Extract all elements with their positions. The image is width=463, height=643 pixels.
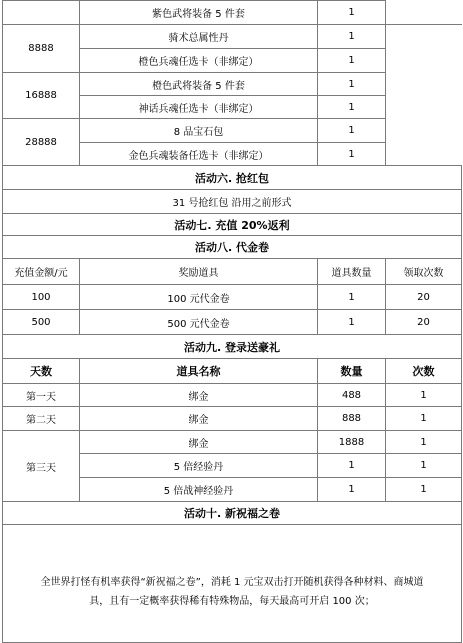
qty-cell: 488 (318, 384, 386, 407)
empty-cell (386, 1, 462, 25)
day-cell: 第二天 (3, 407, 80, 431)
activity8-title: 活动八. 代金卷 (3, 236, 462, 259)
item-cell: 骑术总属性丹 (80, 25, 318, 49)
column-header: 天数 (3, 359, 80, 384)
times-cell: 1 (386, 431, 462, 454)
qty-cell: 1 (318, 96, 386, 119)
item-cell: 绑金 (80, 431, 318, 454)
times-cell: 20 (386, 285, 462, 310)
qty-cell: 1 (318, 49, 386, 73)
empty-cell (386, 25, 462, 49)
times-cell: 1 (386, 384, 462, 407)
item-cell: 5 倍战神经验丹 (80, 478, 318, 502)
activity7-title: 活动七. 充值 20%返利 (3, 214, 462, 236)
times-cell: 1 (386, 478, 462, 502)
item-cell: 金色兵魂装备任选卡（非绑定） (80, 143, 318, 166)
section-title-row (3, 335, 462, 359)
amount-cell: 500 (3, 310, 80, 335)
times-cell: 20 (386, 310, 462, 335)
qty-cell: 1 (318, 478, 386, 502)
activity6-title: 活动六. 抢红包 (3, 166, 462, 190)
amount-cell: 100 (3, 285, 80, 310)
activity-table (2, 0, 462, 643)
empty-cell (386, 119, 462, 143)
day-cell: 第一天 (3, 384, 80, 407)
item-cell: 橙色兵魂任选卡（非绑定） (80, 49, 318, 73)
activity9-title: 活动九. 登录送豪礼 (3, 335, 462, 359)
item-cell: 5 倍经验丹 (80, 454, 318, 478)
table-row (3, 190, 462, 214)
item-cell: 500 元代金卷 (80, 310, 318, 335)
column-header: 数量 (318, 359, 386, 384)
table-row (3, 25, 462, 49)
column-header: 道具名称 (80, 359, 318, 384)
header-row (3, 259, 462, 285)
activity10-text: 全世界打怪有机率获得“新祝福之卷”，消耗 1 元宝双击打开随机获得各种材料、商城道具，且有一定概率获得稀有特殊物品，每天最高可开启 100 次； (3, 525, 462, 643)
qty-cell: 1 (318, 454, 386, 478)
times-cell: 1 (386, 454, 462, 478)
qty-cell: 1 (318, 285, 386, 310)
empty-cell (386, 73, 462, 96)
table-row (3, 73, 462, 96)
empty-cell (386, 143, 462, 166)
table-row (3, 119, 462, 143)
item-cell: 紫色武将装备 5 件套 (80, 1, 318, 25)
item-cell: 100 元代金卷 (80, 285, 318, 310)
column-header: 次数 (386, 359, 462, 384)
column-header: 奖励道具 (80, 259, 318, 285)
empty-cell (386, 49, 462, 73)
qty-cell: 1 (318, 143, 386, 166)
amount-cell: 8888 (3, 25, 80, 73)
empty-cell (386, 96, 462, 119)
item-cell: 橙色武将装备 5 件套 (80, 73, 318, 96)
amount-cell (3, 1, 80, 25)
activity10-title: 活动十. 新祝福之卷 (3, 502, 462, 525)
table-row (3, 431, 462, 454)
header-row (3, 359, 462, 384)
item-cell: 绑金 (80, 407, 318, 431)
qty-cell: 1888 (318, 431, 386, 454)
table-row (3, 384, 462, 407)
table-row (3, 1, 462, 25)
qty-cell: 1 (318, 310, 386, 335)
section-title-row (3, 502, 462, 525)
qty-cell: 1 (318, 73, 386, 96)
table-row (3, 525, 462, 643)
item-cell: 8 品宝石包 (80, 119, 318, 143)
item-cell: 绑金 (80, 384, 318, 407)
qty-cell: 888 (318, 407, 386, 431)
amount-cell: 28888 (3, 119, 80, 166)
table-row (3, 407, 462, 431)
times-cell: 1 (386, 407, 462, 431)
amount-cell: 16888 (3, 73, 80, 119)
column-header: 道具数量 (318, 259, 386, 285)
table-row (3, 285, 462, 310)
item-cell: 神话兵魂任选卡（非绑定） (80, 96, 318, 119)
column-header: 领取次数 (386, 259, 462, 285)
qty-cell: 1 (318, 25, 386, 49)
qty-cell: 1 (318, 1, 386, 25)
column-header: 充值金额/元 (3, 259, 80, 285)
day-cell: 第三天 (3, 431, 80, 502)
qty-cell: 1 (318, 119, 386, 143)
section-title-row (3, 166, 462, 190)
section-title-row (3, 214, 462, 236)
activity6-text: 31 号抢红包 沿用之前形式 (3, 190, 462, 214)
table-row (3, 310, 462, 335)
section-title-row (3, 236, 462, 259)
